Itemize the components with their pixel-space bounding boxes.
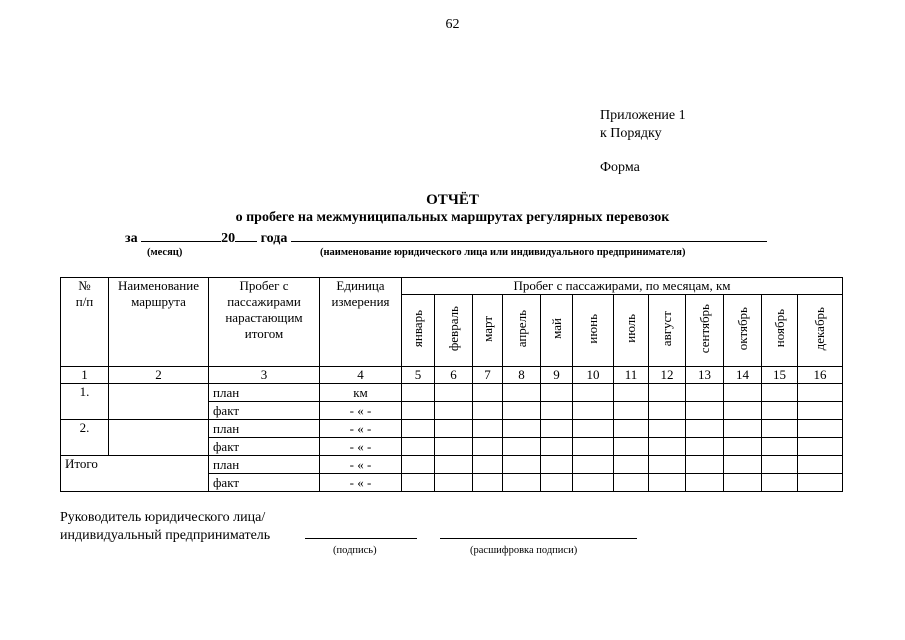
report-subtitle: о пробеге на межмуниципальных маршрутах регулярных перевозок [235,210,670,225]
column-number: 5 [402,367,435,384]
month-value-cell[interactable] [573,474,614,492]
month-value-cell[interactable] [798,438,843,456]
table-row [61,384,843,402]
report-title: ОТЧЁТ [426,192,479,208]
month-value-cell[interactable] [724,474,762,492]
plan-fact-label: факт [209,402,320,420]
header-unit: Единица измерения [320,278,402,367]
month-header: сентябрь [686,295,724,367]
month-value-cell[interactable] [649,402,686,420]
column-number: 14 [724,367,762,384]
month-header: апрель [503,295,541,367]
route-name-cell[interactable] [109,420,209,456]
column-number: 10 [573,367,614,384]
month-value-cell[interactable] [798,384,843,402]
month-value-cell[interactable] [503,402,541,420]
month-value-cell[interactable] [402,474,435,492]
month-value-cell[interactable] [473,420,503,438]
month-value-cell[interactable] [402,456,435,474]
month-value-cell[interactable] [573,420,614,438]
month-value-cell[interactable] [649,456,686,474]
month-value-cell[interactable] [686,438,724,456]
month-value-cell[interactable] [473,438,503,456]
month-value-cell[interactable] [541,456,573,474]
month-value-cell[interactable] [503,438,541,456]
header-mileage-total: Пробег с пассажирами нарастающим итогом [209,278,320,367]
column-number: 11 [614,367,649,384]
month-header: декабрь [798,295,843,367]
page-number: 62 [445,17,460,32]
month-value-cell[interactable] [614,474,649,492]
month-value-cell[interactable] [649,474,686,492]
column-number: 12 [649,367,686,384]
row-number: 1. [61,384,109,420]
column-number: 1 [61,367,109,384]
month-header: август [649,295,686,367]
plan-fact-label: факт [209,474,320,492]
month-value-cell[interactable] [724,420,762,438]
month-value-cell[interactable] [798,474,843,492]
month-hint: (месяц) [147,247,183,258]
month-value-cell[interactable] [473,456,503,474]
month-header: март [473,295,503,367]
plan-fact-label: факт [209,438,320,456]
month-value-cell[interactable] [724,438,762,456]
month-value-cell[interactable] [762,402,798,420]
month-value-cell[interactable] [649,420,686,438]
month-value-cell[interactable] [724,456,762,474]
month-value-cell[interactable] [762,474,798,492]
header-monthly-group: Пробег с пассажирами, по месяцам, км [402,278,843,295]
unit-cell: км [320,384,402,402]
month-value-cell[interactable] [649,438,686,456]
column-number: 3 [209,367,320,384]
year-suffix: года [260,231,288,246]
plan-fact-label: план [209,420,320,438]
total-label: Итого [61,456,209,492]
month-value-cell[interactable] [503,384,541,402]
unit-cell: - « - [320,456,402,474]
column-number: 15 [762,367,798,384]
month-value-cell[interactable] [762,384,798,402]
header-num: № п/п [61,278,109,367]
month-value-cell[interactable] [541,474,573,492]
decoding-line[interactable] [440,538,637,539]
signer-line-2: индивидуальный предприниматель [60,528,271,543]
signer-block [60,509,270,545]
month-value-cell[interactable] [473,384,503,402]
month-header: ноябрь [762,295,798,367]
month-value-cell[interactable] [541,402,573,420]
month-value-cell[interactable] [473,402,503,420]
month-value-cell[interactable] [686,474,724,492]
month-value-cell[interactable] [762,420,798,438]
month-header: октябрь [724,295,762,367]
month-value-cell[interactable] [614,420,649,438]
month-value-cell[interactable] [614,384,649,402]
appendix-note [600,107,686,143]
month-header: июнь [573,295,614,367]
month-value-cell[interactable] [541,420,573,438]
month-value-cell[interactable] [762,438,798,456]
month-value-cell[interactable] [541,438,573,456]
mileage-table [60,277,843,492]
header-route: Наименование маршрута [109,278,209,367]
signature-line[interactable] [305,538,417,539]
month-header: июль [614,295,649,367]
month-value-cell[interactable] [435,456,473,474]
month-value-cell[interactable] [686,402,724,420]
form-label: Форма [600,160,640,175]
month-header: январь [402,295,435,367]
signer-line-1: Руководитель юридического лица/ [60,510,266,525]
month-value-cell[interactable] [686,420,724,438]
route-name-cell[interactable] [109,384,209,420]
month-value-cell[interactable] [686,456,724,474]
month-value-cell[interactable] [503,456,541,474]
month-value-cell[interactable] [435,402,473,420]
appendix-line-1: Приложение 1 [600,108,686,123]
unit-cell: - « - [320,420,402,438]
table-row [61,420,843,438]
month-value-cell[interactable] [798,402,843,420]
month-value-cell[interactable] [573,384,614,402]
month-value-cell[interactable] [573,402,614,420]
appendix-line-2: к Порядку [600,126,662,141]
row-number: 2. [61,420,109,456]
signature-hint: (подпись) [333,545,377,556]
entity-blank[interactable] [291,229,767,242]
decoding-hint: (расшифровка подписи) [470,545,578,556]
unit-cell: - « - [320,438,402,456]
unit-cell: - « - [320,402,402,420]
month-value-cell[interactable] [435,438,473,456]
period-prefix: за [125,231,138,246]
table-row [61,456,843,474]
month-value-cell[interactable] [762,456,798,474]
month-value-cell[interactable] [798,456,843,474]
plan-fact-label: план [209,384,320,402]
month-value-cell[interactable] [435,474,473,492]
column-number: 6 [435,367,473,384]
month-value-cell[interactable] [614,438,649,456]
plan-fact-label: план [209,456,320,474]
month-value-cell[interactable] [473,474,503,492]
column-number: 2 [109,367,209,384]
report-period [125,229,767,247]
month-value-cell[interactable] [402,384,435,402]
month-value-cell[interactable] [503,474,541,492]
month-value-cell[interactable] [686,384,724,402]
year-prefix: 20 [221,231,236,246]
month-value-cell[interactable] [435,420,473,438]
month-value-cell[interactable] [614,402,649,420]
column-number: 7 [473,367,503,384]
month-blank[interactable] [141,229,221,242]
month-value-cell[interactable] [402,420,435,438]
entity-hint: (наименование юридического лица или индивидуального предпринимателя) [320,247,686,258]
column-number: 8 [503,367,541,384]
month-value-cell[interactable] [798,420,843,438]
unit-cell: - « - [320,474,402,492]
column-number: 9 [541,367,573,384]
year-blank[interactable] [235,229,257,242]
column-number: 16 [798,367,843,384]
month-value-cell[interactable] [402,438,435,456]
month-value-cell[interactable] [724,402,762,420]
month-value-cell[interactable] [503,420,541,438]
month-header: май [541,295,573,367]
month-value-cell[interactable] [724,384,762,402]
month-value-cell[interactable] [541,384,573,402]
month-value-cell[interactable] [649,384,686,402]
column-number: 4 [320,367,402,384]
column-number: 13 [686,367,724,384]
month-value-cell[interactable] [435,384,473,402]
month-value-cell[interactable] [402,402,435,420]
month-header: февраль [435,295,473,367]
month-value-cell[interactable] [573,438,614,456]
month-value-cell[interactable] [573,456,614,474]
month-value-cell[interactable] [614,456,649,474]
